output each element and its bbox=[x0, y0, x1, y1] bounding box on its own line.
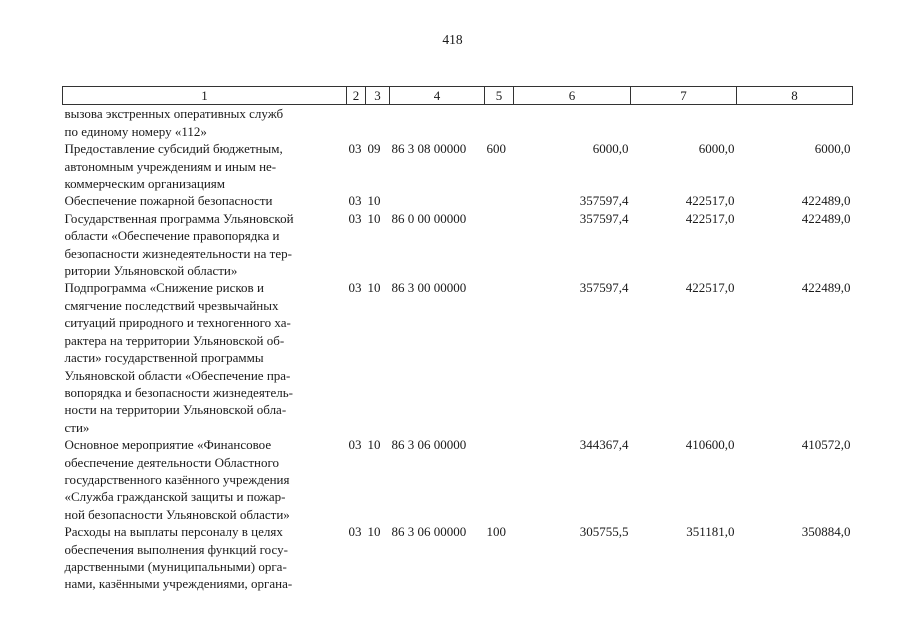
expense-type-code: 100 bbox=[486, 524, 506, 540]
row-name-line: сти» bbox=[64, 419, 90, 435]
amount-col6: 357597,4 bbox=[579, 280, 629, 296]
row-name-line: обеспечение деятельности Областного bbox=[64, 454, 279, 470]
amount-col7: 422517,0 bbox=[685, 193, 735, 209]
row-name-line: автономным учреждениям и иным не- bbox=[64, 158, 277, 174]
page-number: 418 bbox=[442, 32, 463, 47]
amount-col6: 305755,5 bbox=[579, 524, 629, 540]
amount-col6 bbox=[514, 105, 631, 140]
col-header-sum-2: 7 bbox=[631, 87, 737, 105]
amount-col8: 350884,0 bbox=[801, 524, 851, 540]
subsection-code bbox=[366, 105, 390, 140]
row-name-line: вызова экстренных оперативных служб bbox=[64, 106, 284, 122]
row-name bbox=[63, 105, 347, 140]
table-row bbox=[63, 140, 853, 192]
section-code: 03 bbox=[348, 524, 362, 540]
table-row bbox=[63, 192, 853, 209]
subsection-code: 10 bbox=[367, 524, 381, 540]
table-row bbox=[63, 523, 853, 593]
row-name bbox=[63, 436, 347, 523]
table-row bbox=[63, 210, 853, 280]
row-name-line: смягчение последствий чрезвычайных bbox=[64, 297, 279, 313]
row-name-line: ритории Ульяновской области» bbox=[64, 263, 238, 279]
expense-type-code bbox=[485, 105, 514, 140]
amount-col8: 422489,0 bbox=[801, 210, 851, 226]
target-article-code: 86 3 06 00000 bbox=[391, 524, 467, 540]
header-row bbox=[63, 87, 853, 105]
target-article-code: 86 0 00 00000 bbox=[391, 210, 467, 226]
amount-col8: 422489,0 bbox=[801, 280, 851, 296]
target-article-code: 86 3 00 00000 bbox=[391, 280, 467, 296]
row-name-line: рактера на территории Ульяновской об- bbox=[64, 332, 285, 348]
target-article-code: 86 3 06 00000 bbox=[391, 437, 467, 453]
subsection-code: 09 bbox=[367, 141, 381, 157]
subsection-code: 10 bbox=[367, 210, 381, 226]
row-name-line: Обеспечение пожарной безопасности bbox=[64, 193, 273, 209]
subsection-code: 10 bbox=[367, 437, 381, 453]
section-code: 03 bbox=[348, 210, 362, 226]
amount-col6: 6000,0 bbox=[592, 141, 629, 157]
amount-col7: 351181,0 bbox=[686, 524, 735, 540]
row-name-line: Предоставление субсидий бюджетным, bbox=[64, 141, 283, 157]
section-code bbox=[347, 105, 366, 140]
col-header-target-article: 4 bbox=[390, 87, 485, 105]
row-name-line: нами, казёнными учреждениями, органа- bbox=[64, 576, 293, 592]
amount-col8: 6000,0 bbox=[814, 141, 851, 157]
amount-col7: 6000,0 bbox=[698, 141, 735, 157]
target-article-code bbox=[390, 192, 485, 209]
table-row bbox=[63, 279, 853, 436]
expense-type-code bbox=[485, 210, 514, 280]
row-name-line: по единому номеру «112» bbox=[64, 123, 207, 139]
col-header-sum-1: 6 bbox=[514, 87, 631, 105]
amount-col7: 410600,0 bbox=[685, 437, 735, 453]
section-code: 03 bbox=[348, 280, 362, 296]
col-header-sum-3: 8 bbox=[737, 87, 853, 105]
amount-col7: 422517,0 bbox=[685, 280, 735, 296]
col-header-section: 2 bbox=[347, 87, 366, 105]
col-header-subsection: 3 bbox=[366, 87, 390, 105]
target-article-code: 86 3 08 00000 bbox=[391, 141, 467, 157]
row-name-line: государственного казённого учреждения bbox=[64, 471, 290, 487]
target-article-code bbox=[390, 105, 485, 140]
amount-col6: 357597,4 bbox=[579, 193, 629, 209]
row-name-line: области «Обеспечение правопорядка и bbox=[64, 228, 280, 244]
subsection-code: 10 bbox=[367, 280, 381, 296]
amount-col8: 410572,0 bbox=[801, 437, 851, 453]
expense-type-code: 600 bbox=[486, 141, 506, 157]
row-name-line: ситуаций природного и техногенного ха- bbox=[64, 315, 291, 331]
expense-type-code bbox=[485, 192, 514, 209]
row-name-line: дарственными (муниципальными) орга- bbox=[64, 558, 287, 574]
section-code: 03 bbox=[348, 437, 362, 453]
budget-table bbox=[62, 86, 853, 593]
amount-col7: 422517,0 bbox=[685, 210, 735, 226]
row-name-line: «Служба гражданской защиты и пожар- bbox=[64, 489, 286, 505]
amount-col8 bbox=[737, 105, 853, 140]
row-name bbox=[63, 210, 347, 280]
table-row bbox=[63, 436, 853, 523]
expense-type-code bbox=[485, 436, 514, 523]
table-row bbox=[63, 105, 853, 140]
row-name-line: обеспечения выполнения функций госу- bbox=[64, 541, 288, 557]
row-name-line: Основное мероприятие «Финансовое bbox=[64, 437, 272, 453]
row-name bbox=[63, 279, 347, 436]
row-name bbox=[63, 523, 347, 593]
row-name-line: Подпрограмма «Снижение рисков и bbox=[64, 280, 264, 296]
row-name-line: безопасности жизнедеятельности на тер- bbox=[64, 245, 292, 261]
section-code: 03 bbox=[348, 193, 362, 209]
section-code: 03 bbox=[348, 141, 362, 157]
subsection-code: 10 bbox=[367, 193, 381, 209]
row-name-line: Ульяновской области «Обеспечение пра- bbox=[64, 367, 291, 383]
col-header-expense-type: 5 bbox=[485, 87, 514, 105]
row-name-line: Расходы на выплаты персоналу в целях bbox=[64, 524, 283, 540]
amount-col8: 422489,0 bbox=[801, 193, 851, 209]
amount-col6: 357597,4 bbox=[579, 210, 629, 226]
row-name-line: вопорядка и безопасности жизнедеятель- bbox=[64, 384, 294, 400]
amount-col7 bbox=[631, 105, 737, 140]
row-name bbox=[63, 140, 347, 192]
row-name-line: ности на территории Ульяновской обла- bbox=[64, 402, 287, 418]
row-name bbox=[63, 192, 347, 209]
row-name-line: Государственная программа Ульяновской bbox=[64, 210, 294, 226]
row-name-line: ласти» государственной программы bbox=[64, 350, 264, 366]
row-name-line: коммерческим организациям bbox=[64, 176, 226, 192]
expense-type-code bbox=[485, 279, 514, 436]
amount-col6: 344367,4 bbox=[579, 437, 629, 453]
row-name-line: ной безопасности Ульяновской области» bbox=[64, 506, 290, 522]
col-header-name: 1 bbox=[63, 87, 347, 105]
